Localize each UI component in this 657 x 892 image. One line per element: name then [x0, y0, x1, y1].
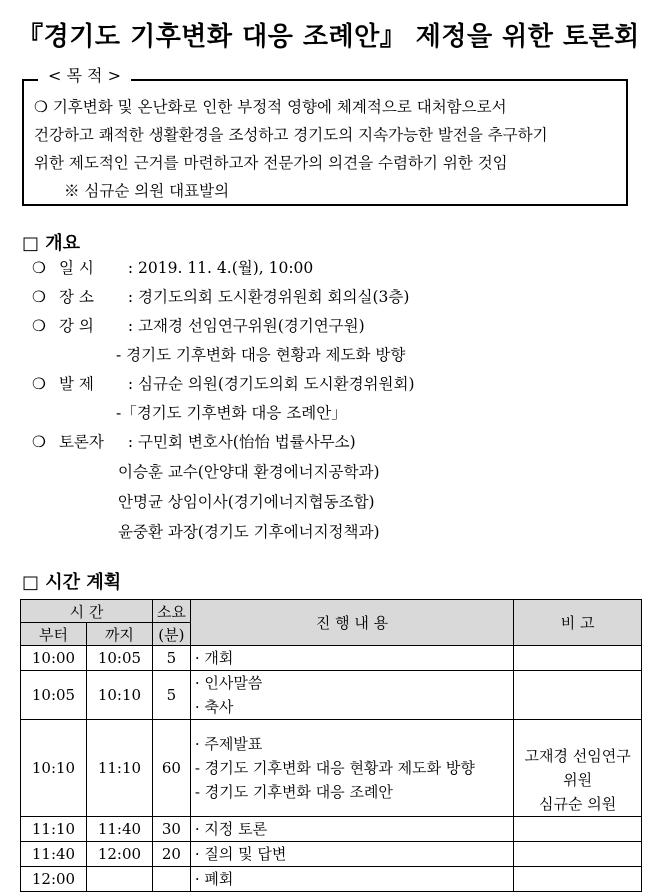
content-cell — [190, 646, 513, 671]
overview-value: : 2019. 11. 4.(월), 10:00 — [127, 259, 314, 277]
content-cell — [190, 720, 513, 817]
duration-header-top: 소요 — [152, 600, 190, 623]
duration-cell: 20 — [152, 842, 190, 867]
from-cell: 10:00 — [21, 646, 87, 671]
overview-value: : 구민회 변호사(怡怡 법률사무소) — [127, 433, 356, 451]
purpose-label: < 목 적 > — [38, 63, 131, 86]
from-cell: 12:00 — [21, 867, 87, 892]
from-cell: 11:40 — [21, 842, 87, 867]
to-cell — [86, 867, 152, 892]
note-cell — [514, 720, 642, 817]
overview-label: 일 시 — [58, 259, 94, 277]
content-line: · 질의 및 답변 — [194, 845, 287, 863]
overview-subitem: -「경기도 기후변화 대응 조례안」 — [116, 404, 347, 422]
duration-cell: 5 — [152, 646, 190, 671]
overview-item-place — [32, 285, 409, 307]
page-title: 『경기도 기후변화 대응 조례안』 제정을 위한 토론회 — [17, 22, 640, 52]
note-cell — [514, 842, 642, 867]
from-cell: 10:05 — [21, 671, 87, 720]
duration-cell — [152, 867, 190, 892]
purpose-line: 위한 제도적인 근거를 마련하고자 전문가의 의견을 수렴하기 위한 것임 — [34, 154, 508, 172]
circle-bullet-icon: ❍ — [32, 375, 46, 393]
duration-cell: 60 — [152, 720, 190, 817]
note-cell — [514, 867, 642, 892]
duration-cell: 30 — [152, 817, 190, 842]
note-cell — [514, 671, 642, 720]
note-cell — [514, 817, 642, 842]
to-cell: 11:40 — [86, 817, 152, 842]
circle-bullet-icon: ❍ — [32, 259, 46, 277]
panelist: 이승훈 교수(안양대 환경에너지공학과) — [118, 463, 380, 481]
overview-item-date — [32, 256, 313, 278]
duration-cell: 5 — [152, 671, 190, 720]
table-row — [21, 720, 642, 817]
to-header: 까지 — [86, 623, 152, 646]
content-line: · 폐회 — [194, 870, 234, 888]
content-line: · 축사 — [194, 698, 234, 716]
time-header: 시 간 — [21, 600, 153, 623]
content-header: 진 행 내 용 — [190, 600, 513, 646]
schedule-table — [20, 599, 642, 892]
duration-header-bottom: (분) — [152, 623, 190, 646]
note-header: 비 고 — [514, 600, 642, 646]
note-cell — [514, 646, 642, 671]
to-cell: 10:10 — [86, 671, 152, 720]
overview-label: 강 의 — [58, 317, 94, 335]
to-cell: 12:00 — [86, 842, 152, 867]
overview-item-panelists — [32, 430, 356, 452]
overview-heading: □ 개요 — [22, 233, 81, 254]
overview-label: 토론자 — [58, 433, 104, 451]
note-line: 고재경 선임연구위원 — [524, 747, 631, 789]
content-line: · 인사말씀 — [194, 674, 263, 692]
purpose-line: 건강하고 쾌적한 생활환경을 조성하고 경기도의 지속가능한 발전을 추구하기 — [34, 126, 548, 144]
purpose-line: ❍ 기후변화 및 온난화로 인한 부정적 영향에 체계적으로 대처함으로서 — [34, 98, 507, 116]
content-cell — [190, 817, 513, 842]
note-line: 심규순 의원 — [538, 795, 617, 813]
circle-bullet-icon: ❍ — [32, 288, 46, 306]
from-cell: 10:10 — [21, 720, 87, 817]
circle-bullet-icon: ❍ — [32, 433, 46, 451]
content-line: · 개회 — [194, 649, 234, 667]
from-cell: 11:10 — [21, 817, 87, 842]
schedule-body — [21, 646, 642, 892]
content-cell — [190, 867, 513, 892]
content-line: · 주제발표 — [194, 735, 263, 753]
purpose-note: ※ 심규순 의원 대표발의 — [64, 182, 230, 200]
table-row — [21, 842, 642, 867]
content-cell — [190, 671, 513, 720]
circle-bullet-icon: ❍ — [32, 317, 46, 335]
overview-value: : 심규순 의원(경기도의회 도시환경위원회) — [127, 375, 415, 393]
overview-item-presentation — [32, 372, 415, 394]
from-header: 부터 — [21, 623, 87, 646]
content-line: - 경기도 기후변화 대응 현황과 제도화 방향 — [194, 759, 475, 777]
table-row — [21, 817, 642, 842]
panelist: 안명균 상임이사(경기에너지협동조합) — [118, 493, 375, 511]
table-row — [21, 646, 642, 671]
content-cell — [190, 842, 513, 867]
overview-label: 발 제 — [58, 375, 94, 393]
overview-value: : 경기도의회 도시환경위원회 회의실(3층) — [127, 288, 410, 306]
overview-value: : 고재경 선임연구위원(경기연구원) — [127, 317, 365, 335]
table-row — [21, 867, 642, 892]
overview-item-lecture — [32, 314, 365, 336]
schedule-heading: □ 시간 계획 — [22, 572, 122, 593]
table-row — [21, 671, 642, 720]
panelist: 윤중환 과장(경기도 기후에너지정책과) — [118, 523, 380, 541]
content-line: - 경기도 기후변화 대응 조례안 — [194, 783, 393, 801]
purpose-text — [34, 93, 624, 205]
overview-label: 장 소 — [58, 288, 94, 306]
to-cell: 10:05 — [86, 646, 152, 671]
overview-subitem: - 경기도 기후변화 대응 현황과 제도화 방향 — [116, 346, 406, 364]
content-line: · 지정 토론 — [194, 820, 268, 838]
to-cell: 11:10 — [86, 720, 152, 817]
